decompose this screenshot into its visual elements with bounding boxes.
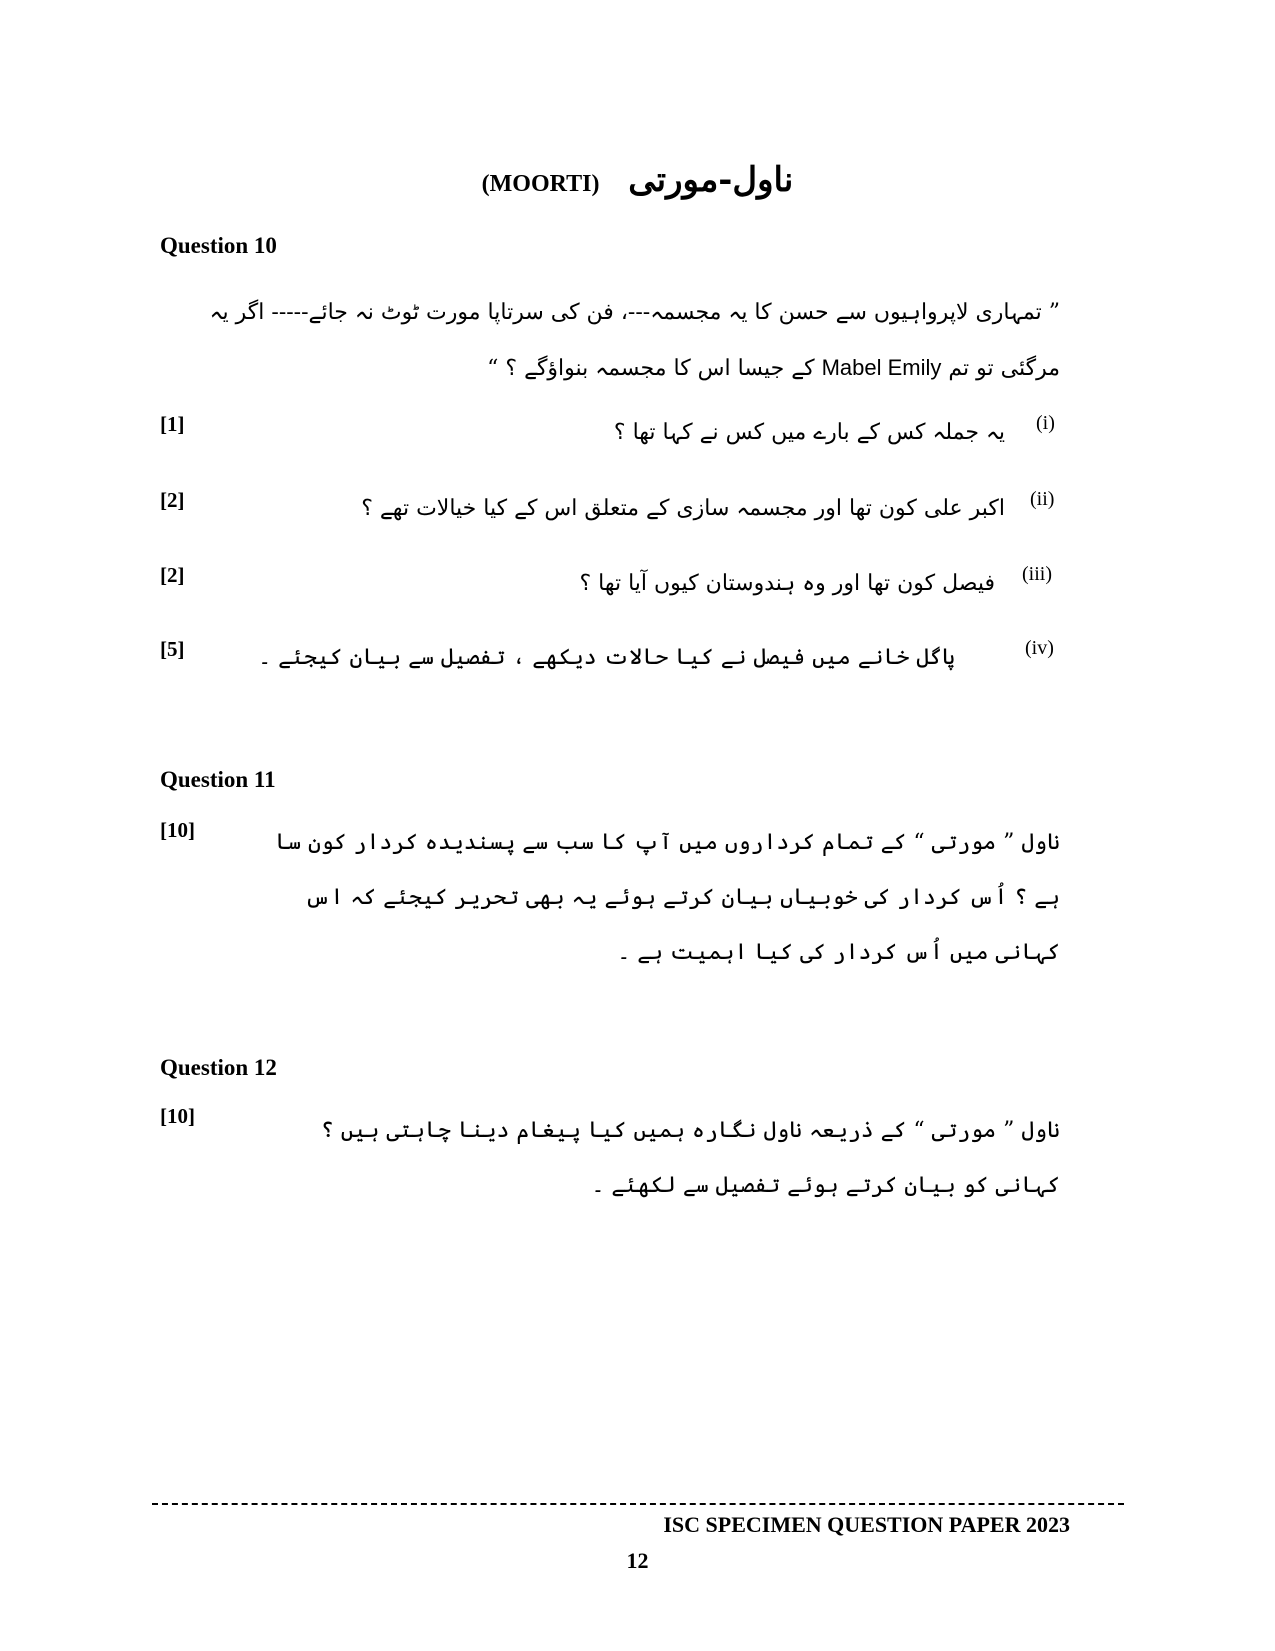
question-11-text: ناول ” مورتی “ کے تمام کرداروں میں آپ کا سب سے پسندیدہ کردار کون سا ہے ؟ اُس کردار کی خوبیاں بیان کرتے ہوئے یہ بھی تحریر کیجئے کہ اس کہانی میں اُس کردار کی کیا اہمیت ہے ۔	[275, 830, 1060, 965]
question-11-heading: Question 11	[160, 767, 276, 792]
question-12-marks: [10]	[160, 1104, 195, 1128]
question-12-heading: Question 12	[160, 1055, 277, 1080]
title-urdu: ناول-مورتی	[628, 160, 794, 200]
part-iii-marks: [2]	[160, 563, 185, 587]
question-10-heading: Question 10	[160, 233, 277, 258]
part-iv-text: پاگل خانے میں فیصل نے کیا حالات دیکھے ، تفصیل سے بیان کیجئے ۔	[258, 645, 955, 670]
question-11-marks: [10]	[160, 818, 195, 842]
part-iv-number: (iv)	[1025, 637, 1054, 659]
part-ii-number: (ii)	[1030, 488, 1055, 510]
quote-name: Mabel Emily	[821, 355, 942, 380]
part-i-number: (i)	[1036, 412, 1055, 434]
part-ii-text: اکبر علی کون تھا اور مجسمہ سازی کے متعلق اس کے کیا خیالات تھے ؟	[361, 496, 1005, 521]
part-iii-text: فیصل کون تھا اور وہ ہندوستان کیوں آیا تھا ؟	[579, 571, 995, 596]
footer-divider	[152, 1503, 1124, 1505]
part-ii-marks: [2]	[160, 488, 185, 512]
part-i-text: یہ جملہ کس کے بارے میں کس نے کہا تھا ؟	[613, 420, 1005, 445]
part-iii-number: (iii)	[1022, 563, 1052, 585]
question-12-text: ناول ” مورتی “ کے ذریعہ ناول نگارہ ہمیں کیا پیغام دینا چاہتی ہیں ؟ کہانی کو بیان کرتے ہوئے تفصیل سے لکھئے ۔	[320, 1118, 1060, 1198]
part-i-marks: [1]	[160, 412, 185, 436]
quote-text-pre: ” تمہاری لاپرواہیوں سے حسن کا یہ مجسمہ---، فن کی سرتاپا مورت ٹوٹ نہ جائے----- اگر یہ مرگئی تو تم	[209, 300, 1060, 381]
question-10-quote	[160, 285, 1060, 396]
footer-paper-title: ISC SPECIMEN QUESTION PAPER 2023	[663, 1512, 1070, 1537]
page-title	[0, 160, 1275, 200]
part-iv-marks: [5]	[160, 637, 185, 661]
page-number: 12	[626, 1548, 649, 1573]
quote-text-post: کے جیسا اس کا مجسمہ بنواؤگے ؟ “	[487, 356, 815, 381]
title-latin: (MOORTI)	[481, 171, 600, 197]
